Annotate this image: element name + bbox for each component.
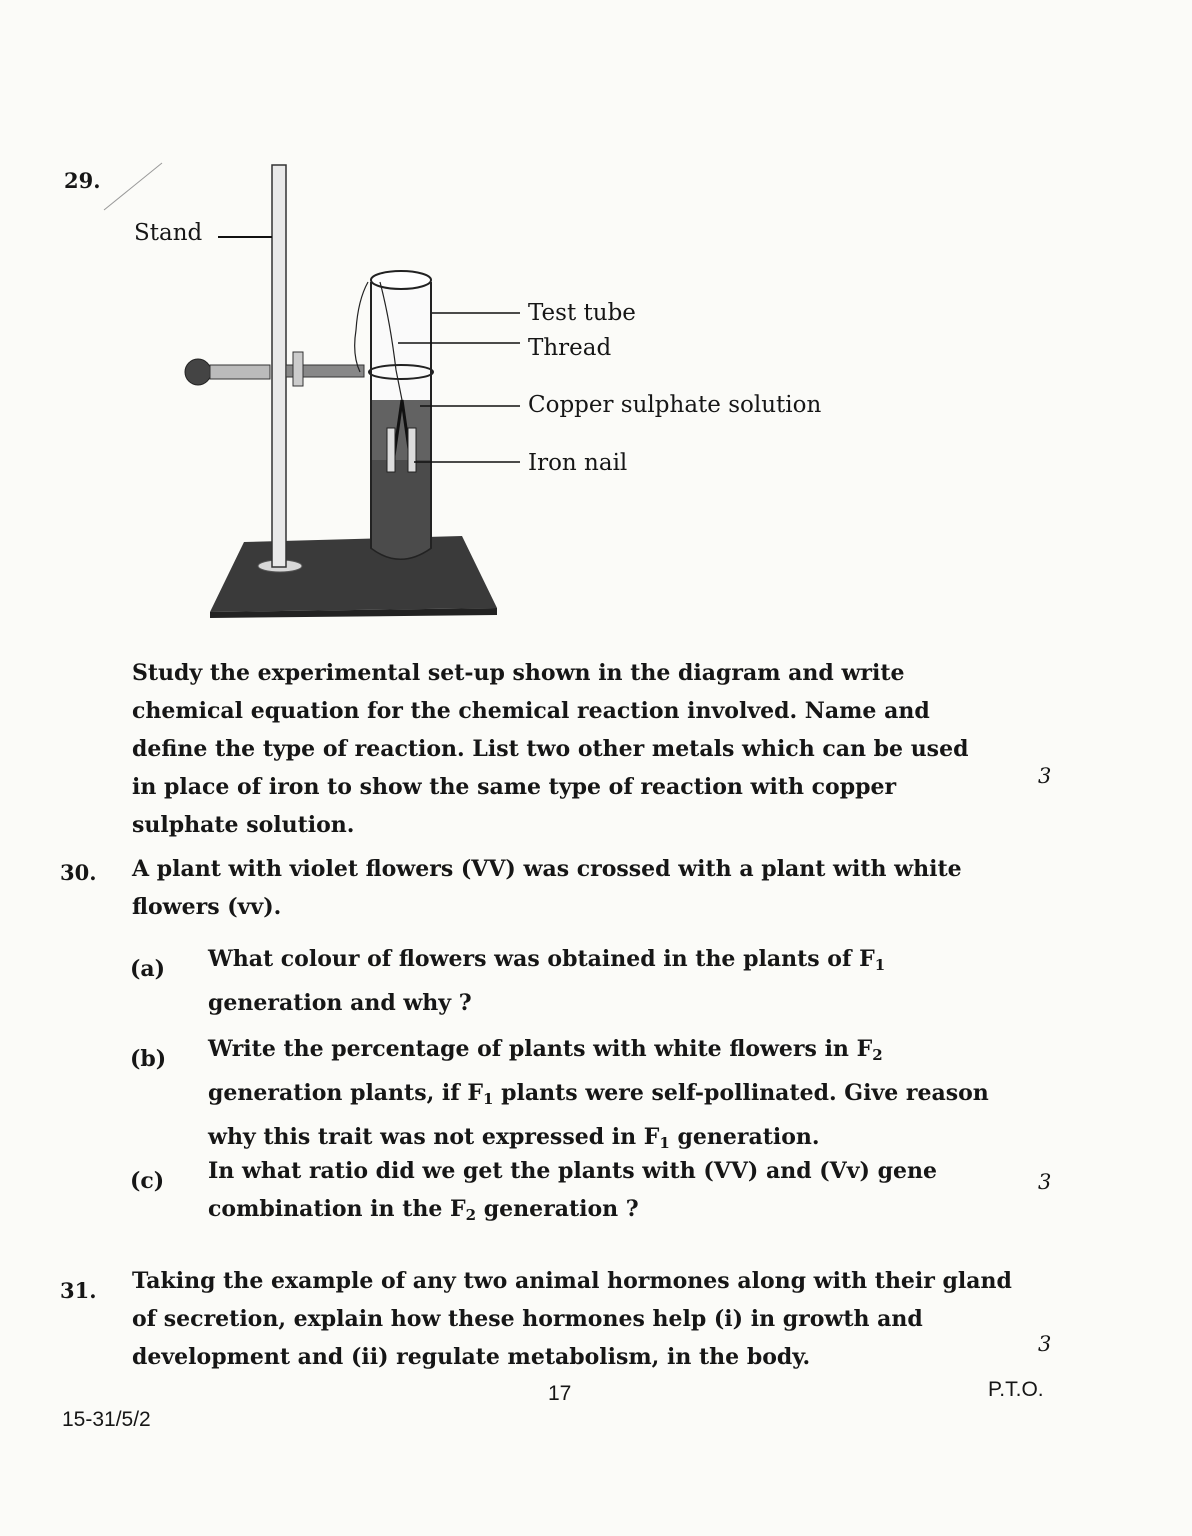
- label-copper-sulphate: Copper sulphate solution: [528, 392, 822, 418]
- stand-rod: [272, 165, 286, 567]
- part-label-b: (b): [130, 1046, 167, 1072]
- marks-31: 3: [1038, 1332, 1052, 1356]
- question-29-text: Study the experimental set-up shown in the diagram and write chemical equation for the chemical reaction involved. Name and define the type of reaction. List two other metals which can be used in place of iron to show the same type of reaction with copper sulphate solution.: [132, 660, 969, 838]
- page-number: 17: [548, 1382, 572, 1405]
- question-31-text: Taking the example of any two animal hormones along with their gland of secretion, explain how these hormones help (i) in growth and development and (ii) regulate metabolism, in the body.: [132, 1268, 1012, 1370]
- paper-code: 15-31/5/2: [62, 1408, 151, 1431]
- part-text-a: What colour of flowers was obtained in the plants of $F_1$ generation and why ?: [208, 946, 886, 1016]
- question-number-30: 30.: [60, 860, 97, 885]
- part-text-b: Write the percentage of plants with white flowers in $F_2$ generation plants, if $F_1$ plants were self-pollinated. Give reason why this trait was not expressed in $F_1$ generation.: [208, 1036, 989, 1152]
- label-test-tube: Test tube: [528, 300, 636, 326]
- part-label-a: (a): [130, 956, 166, 982]
- question-30-text: A plant with violet flowers (VV) was crossed with a plant with white flowers (vv).: [132, 856, 962, 920]
- marks-29: 3: [1038, 764, 1052, 788]
- label-stand: Stand: [134, 220, 203, 246]
- question-number-31: 31.: [60, 1278, 97, 1303]
- part-text-c: In what ratio did we get the plants with (VV) and (Vv) gene combination in the $F_2$ generation ?: [208, 1158, 937, 1224]
- question-number-29: 29.: [64, 168, 101, 193]
- pto-label: P.T.O.: [988, 1378, 1044, 1401]
- marks-30: 3: [1038, 1170, 1052, 1194]
- label-thread: Thread: [528, 335, 612, 361]
- stand-base: [210, 536, 497, 612]
- label-iron-nail: Iron nail: [528, 450, 628, 476]
- part-label-c: (c): [130, 1168, 165, 1194]
- clamp-knob: [185, 359, 211, 385]
